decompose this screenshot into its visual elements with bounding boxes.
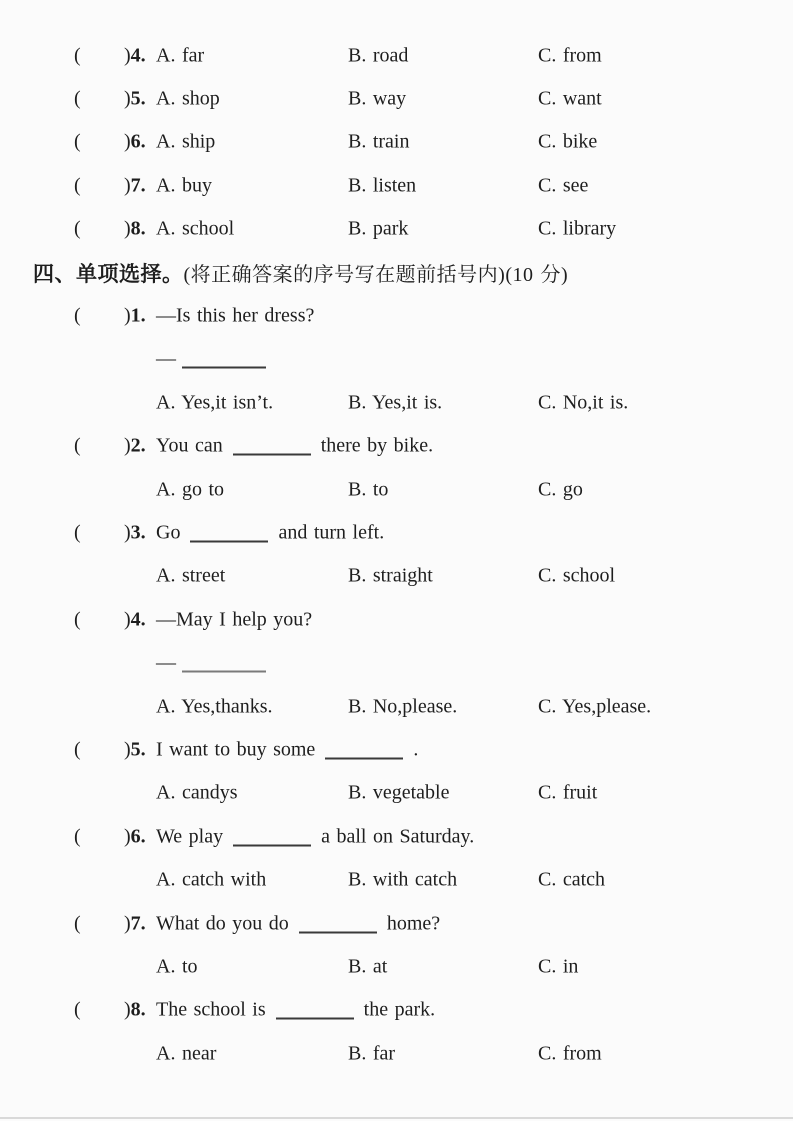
question-6-options [0,858,793,901]
option-a: A. near [156,1042,217,1065]
option-c: C. library [538,217,617,240]
answer-blank [299,917,377,933]
question-8-options [0,1032,793,1075]
question-number-label: 7. [130,912,146,934]
question-2-stem [0,425,793,468]
answer-bracket-close: ) [124,87,131,110]
question-number [124,608,146,631]
reply-dash: — [156,651,176,674]
answer-blank [190,526,268,542]
option-c: C. from [538,1042,602,1065]
option-a: A. Yes,thanks. [156,695,273,718]
option-b: B. park [348,217,409,240]
stem-text: The school is the park. [156,998,436,1021]
question-number-label: 6. [130,130,146,153]
option-a: A. far [156,44,205,67]
option-b: B. road [348,44,409,67]
answer-bracket-open: ( [74,217,81,240]
question-number [124,825,146,848]
question-number-label: 7. [130,174,146,197]
option-c: C. Yes,please. [538,695,652,718]
answer-blank [233,830,311,846]
option-a: A. go to [156,478,224,501]
answer-blank [233,440,311,456]
answer-bracket-close: ) [124,912,131,934]
option-c: C. go [538,478,583,501]
question-number [124,521,146,544]
option-c: C. see [538,174,589,197]
question-3-stem [0,511,793,554]
question-7-options [0,945,793,988]
question-number-label: 1. [130,304,146,327]
option-a: A. street [156,564,226,587]
question-5-stem [0,728,793,771]
answer-blank [276,1004,354,1020]
answer-bracket-close: ) [124,825,131,848]
option-a: A. to [156,955,198,978]
stem-text: We play a ball on Saturday. [156,825,475,848]
option-c: C. want [538,87,602,110]
option-a: A. school [156,217,235,240]
question-6-stem [0,815,793,858]
option-c: C. No,it is. [538,391,629,414]
question-number [124,738,146,761]
question-number [124,218,146,241]
vocab-row-5 [0,77,793,120]
vocab-row-4 [0,34,793,77]
option-a: A. Yes,it isn’t. [156,391,274,414]
answer-bracket-open: ( [74,174,81,197]
answer-bracket-open: ( [74,44,81,67]
option-a: A. candys [156,781,238,804]
stem-text: What do you do home? [156,912,441,934]
answer-bracket-open: ( [74,608,81,631]
option-b: B. straight [348,564,433,587]
question-number [124,131,146,154]
section-heading-row [0,251,793,294]
question-number-label: 3. [130,521,146,544]
option-c: C. catch [538,868,606,891]
section-heading-note: (将正确答案的序号写在题前括号内)(10 分) [183,263,569,286]
answer-bracket-close: ) [124,521,131,544]
option-c: C. in [538,955,579,978]
question-number [124,88,146,111]
option-b: B. No,please. [348,695,458,718]
page-bottom-rule [0,1117,793,1119]
option-c: C. bike [538,130,598,153]
question-number-label: 5. [130,87,146,110]
question-5-options [0,772,793,815]
question-number [124,912,146,935]
question-number-label: 4. [130,44,146,67]
answer-bracket-open: ( [74,304,81,327]
option-c: C. school [538,564,616,587]
option-b: B. with catch [348,868,458,891]
answer-bracket-close: ) [124,44,131,67]
question-2-options [0,468,793,511]
stem-text: I want to buy some . [156,738,419,761]
answer-bracket-close: ) [124,217,131,240]
question-4-stem [0,598,793,641]
option-b: B. to [348,478,389,501]
vocab-row-7 [0,164,793,207]
question-number-label: 5. [130,738,146,761]
option-b: B. Yes,it is. [348,391,443,414]
option-b: B. far [348,1042,396,1065]
option-a: A. shop [156,87,220,110]
stem-text: —Is this her dress? [156,304,315,327]
answer-blank [325,743,403,759]
question-1-options [0,381,793,424]
section-heading-title: 四、单项选择。 [33,262,184,286]
option-a: A. buy [156,174,212,197]
answer-bracket-close: ) [124,434,131,457]
vocab-row-8 [0,208,793,251]
answer-blank [182,353,266,369]
answer-bracket-open: ( [74,130,81,153]
option-b: B. listen [348,174,417,197]
question-7-stem [0,902,793,945]
question-number-label: 8. [130,217,146,240]
question-number [124,435,146,458]
answer-bracket-open: ( [74,825,81,848]
answer-bracket-close: ) [124,998,131,1021]
answer-bracket-open: ( [74,87,81,110]
reply-dash: — [156,347,176,370]
question-number-label: 4. [130,608,146,631]
stem-text: Go and turn left. [156,521,385,544]
option-a: A. catch with [156,868,267,891]
question-number-label: 8. [130,998,146,1021]
answer-bracket-open: ( [74,738,81,761]
option-b: B. vegetable [348,781,450,804]
question-number [124,999,146,1022]
question-number [124,174,146,197]
question-number-label: 6. [130,825,146,848]
answer-bracket-close: ) [124,608,131,631]
answer-bracket-close: ) [124,130,131,153]
answer-bracket-close: ) [124,738,131,761]
option-b: B. at [348,955,388,978]
answer-bracket-close: ) [124,174,131,197]
question-3-options [0,555,793,598]
option-b: B. train [348,130,410,153]
question-4-reply [0,641,793,684]
stem-text: —May I help you? [156,608,313,631]
question-number [124,305,146,328]
reply-line [156,348,276,371]
answer-bracket-open: ( [74,912,81,934]
reply-line [156,652,276,675]
vocab-row-6 [0,121,793,164]
option-a: A. ship [156,130,216,153]
answer-bracket-open: ( [74,998,81,1021]
stem-text: You can there by bike. [156,434,434,457]
answer-bracket-open: ( [74,434,81,457]
question-8-stem [0,989,793,1032]
answer-bracket-close: ) [124,304,131,327]
option-b: B. way [348,87,407,110]
question-number-label: 2. [130,434,146,457]
option-c: C. from [538,44,602,67]
question-1-stem [0,294,793,337]
question-number [124,44,146,67]
answer-blank [182,657,266,673]
answer-bracket-open: ( [74,521,81,544]
option-c: C. fruit [538,781,598,804]
question-4-options [0,685,793,728]
question-1-reply [0,338,793,381]
section-heading [33,258,568,288]
